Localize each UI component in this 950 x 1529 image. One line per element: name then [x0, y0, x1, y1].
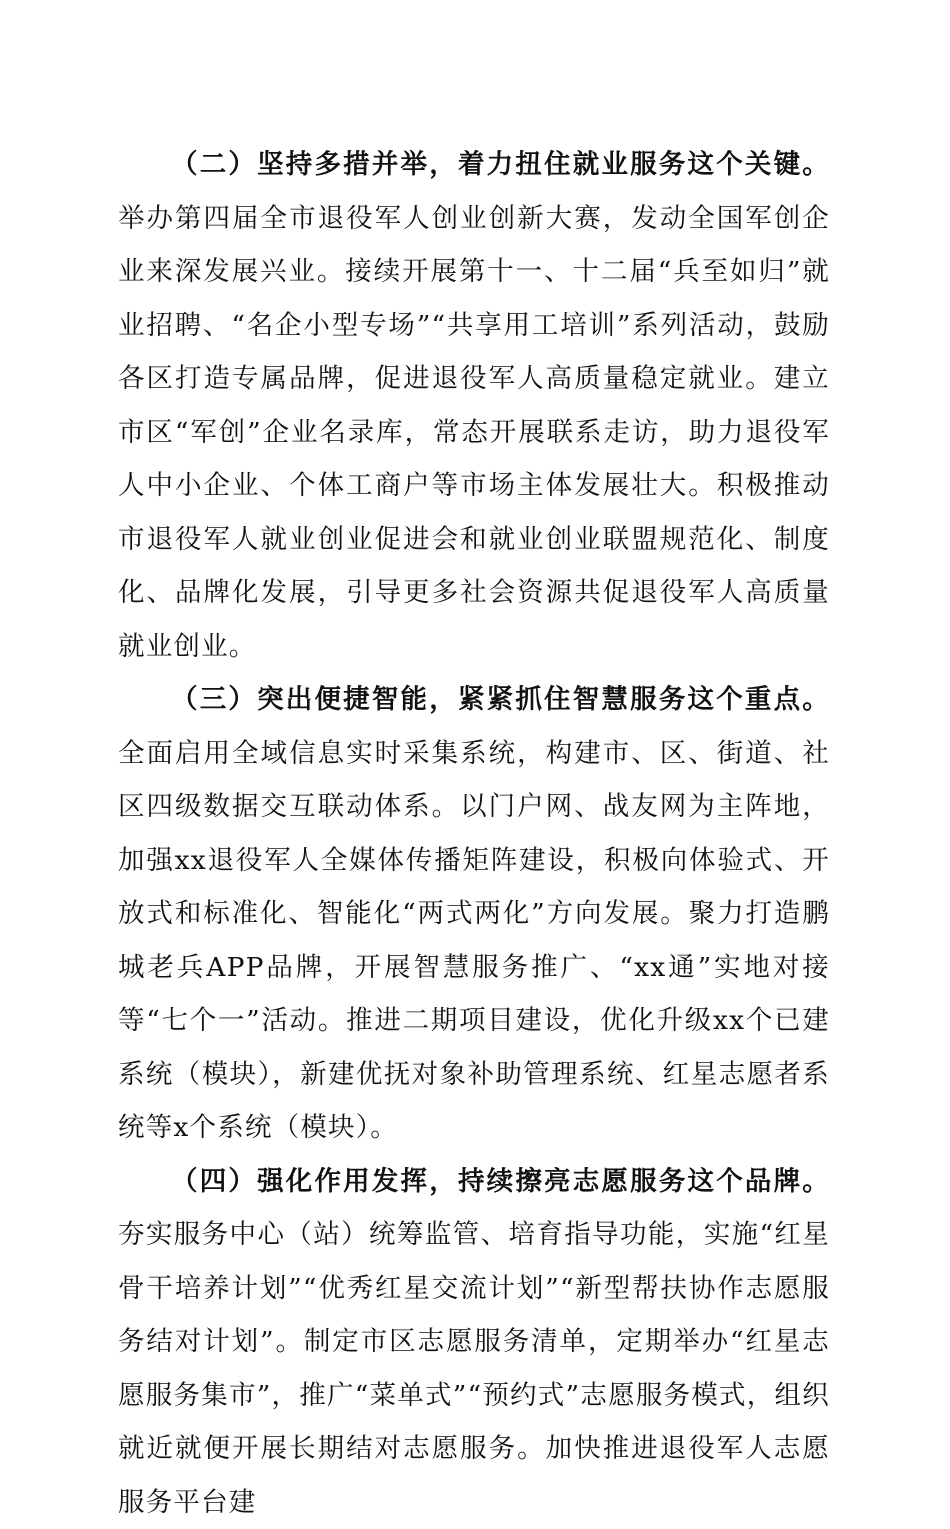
paragraph-heading: （四）强化作用发挥，持续擦亮志愿服务这个品牌。	[171, 1166, 830, 1197]
paragraph-smart-service	[118, 673, 830, 1155]
paragraph-body: 举办第四届全市退役军人创业创新大赛，发动全国军创企业来深发展兴业。接续开展第十一、十二届“兵至如归”就业招聘、“名企小型专场”“共享用工培训”系列活动，鼓励各区打造专属品牌，促进退役军人高质量稳定就业。建立市区“军创”企业名录库，常态开展联系走访，助力退役军人中小企业、个体工商户等市场主体发展壮大。积极推动市退役军人就业创业促进会和就业创业联盟规范化、制度化、品牌化发展，引导更多社会资源共促退役军人高质量就业创业。	[118, 203, 830, 662]
paragraph-volunteer-service	[118, 1155, 830, 1529]
paragraph-body: 夯实服务中心（站）统筹监管、培育指导功能，实施“红星骨干培养计划”“优秀红星交流计划”“新型帮扶协作志愿服务结对计划”。制定市区志愿服务清单，定期举办“红星志愿服务集市”，推广“菜单式”“预约式”志愿服务模式，组织就近就便开展长期结对志愿服务。加快推进退役军人志愿服务平台建	[118, 1219, 830, 1518]
paragraph-heading: （三）突出便捷智能，紧紧抓住智慧服务这个重点。	[171, 684, 830, 715]
document-page	[118, 138, 830, 1529]
paragraph-body: 全面启用全域信息实时采集系统，构建市、区、街道、社区四级数据交互联动体系。以门户网、战友网为主阵地，加强xx退役军人全媒体传播矩阵建设，积极向体验式、开放式和标准化、智能化“两式两化”方向发展。聚力打造鹏城老兵APP品牌，开展智慧服务推广、“xx通”实地对接等“七个一”活动。推进二期项目建设，优化升级xx个已建系统（模块），新建优抚对象补助管理系统、红星志愿者系统等x个系统（模块）。	[118, 738, 830, 1144]
paragraph-employment-service	[118, 138, 830, 673]
paragraph-heading: （二）坚持多措并举，着力扭住就业服务这个关键。	[171, 149, 830, 180]
